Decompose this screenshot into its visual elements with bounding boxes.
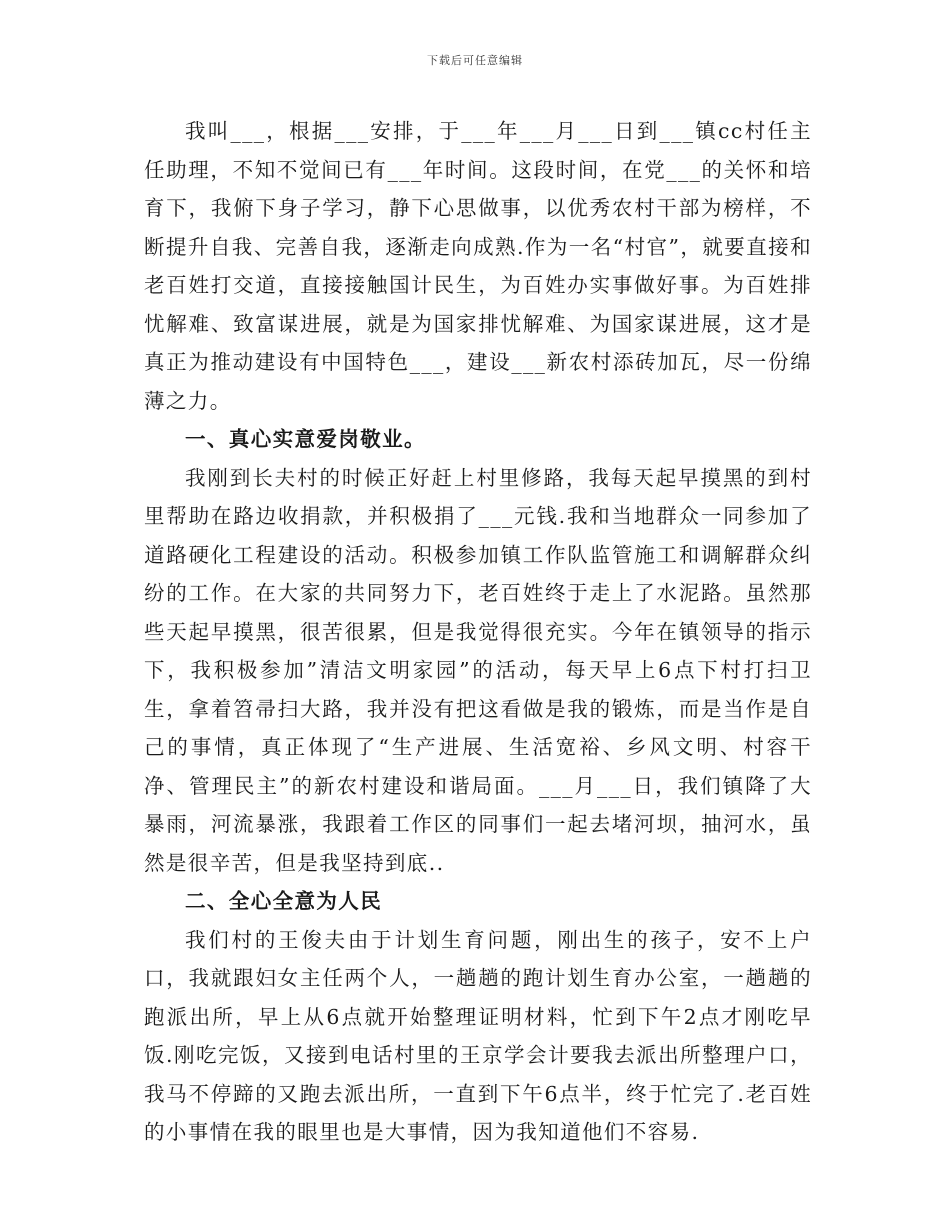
section-2-paragraph: 我们村的王俊夫由于计划生育问题，刚出生的孩子，安不上户口，我就跟妇女主任两个人，一趟趟的跑计划生育办公室，一趟趟的跑派出所，早上从6点就开始整理证明材料，忙到下午2点才刚吃早饭.刚吃完饭，又接到电话村里的王京学会计要我去派出所整理户口，我马不停蹄的又跑去派出所，一直到下午6点半，终于忙完了.老百姓的小事情在我的眼里也是大事情，因为我知道他们不容易. [144,927,812,1144]
document-body [144,112,812,1152]
section-1-paragraph: 我刚到长夫村的时候正好赶上村里修路，我每天起早摸黑的到村里帮助在路边收捐款，并积极捐了___元钱.我和当地群众一同参加了道路硬化工程建设的活动。积极参加镇工作队监管施工和调解群众纠纷的工作。在大家的共同努力下，老百姓终于走上了水泥路。虽然那些天起早摸黑，很苦很累，但是我觉得很充实。今年在镇领导的指示下，我积极参加”清洁文明家园”的活动，每天早上6点下村打扫卫生，拿着笤帚扫大路，我并没有把这看做是我的锻炼，而是当作是自己的事情，真正体现了“生产进展、生活宽裕、乡风文明、村容干净、管理民主”的新农村建设和谐局面。___月___日，我们镇降了大暴雨，河流暴涨，我跟着工作区的同事们一起去堵河坝，抽河水，虽然是很辛苦，但是我坚持到底.. [144,465,812,875]
page-header-note: 下载后可任意编辑 [427,54,523,67]
section-heading-2: 二、全心全意为人民 [185,889,383,913]
intro-paragraph: 我叫___，根据___安排，于___年___月___日到___镇cc村任主任助理，不知不觉间已有___年时间。这段时间，在党___的关怀和培育下，我俯下身子学习，静下心思做事，以优秀农村干部为榜样，不断提升自我、完善自我，逐渐走向成熟.作为一名“村官”，就要直接和老百姓打交道，直接接触国计民生，为百姓办实事做好事。为百姓排忧解难、致富谋进展，就是为国家排忧解难、为国家谋进展，这才是真正为推动建设有中国特色___，建设___新农村添砖加瓦，尽一份绵薄之力。 [144,119,812,413]
section-heading-1: 一、真心实意爱岗敬业。 [185,427,426,451]
